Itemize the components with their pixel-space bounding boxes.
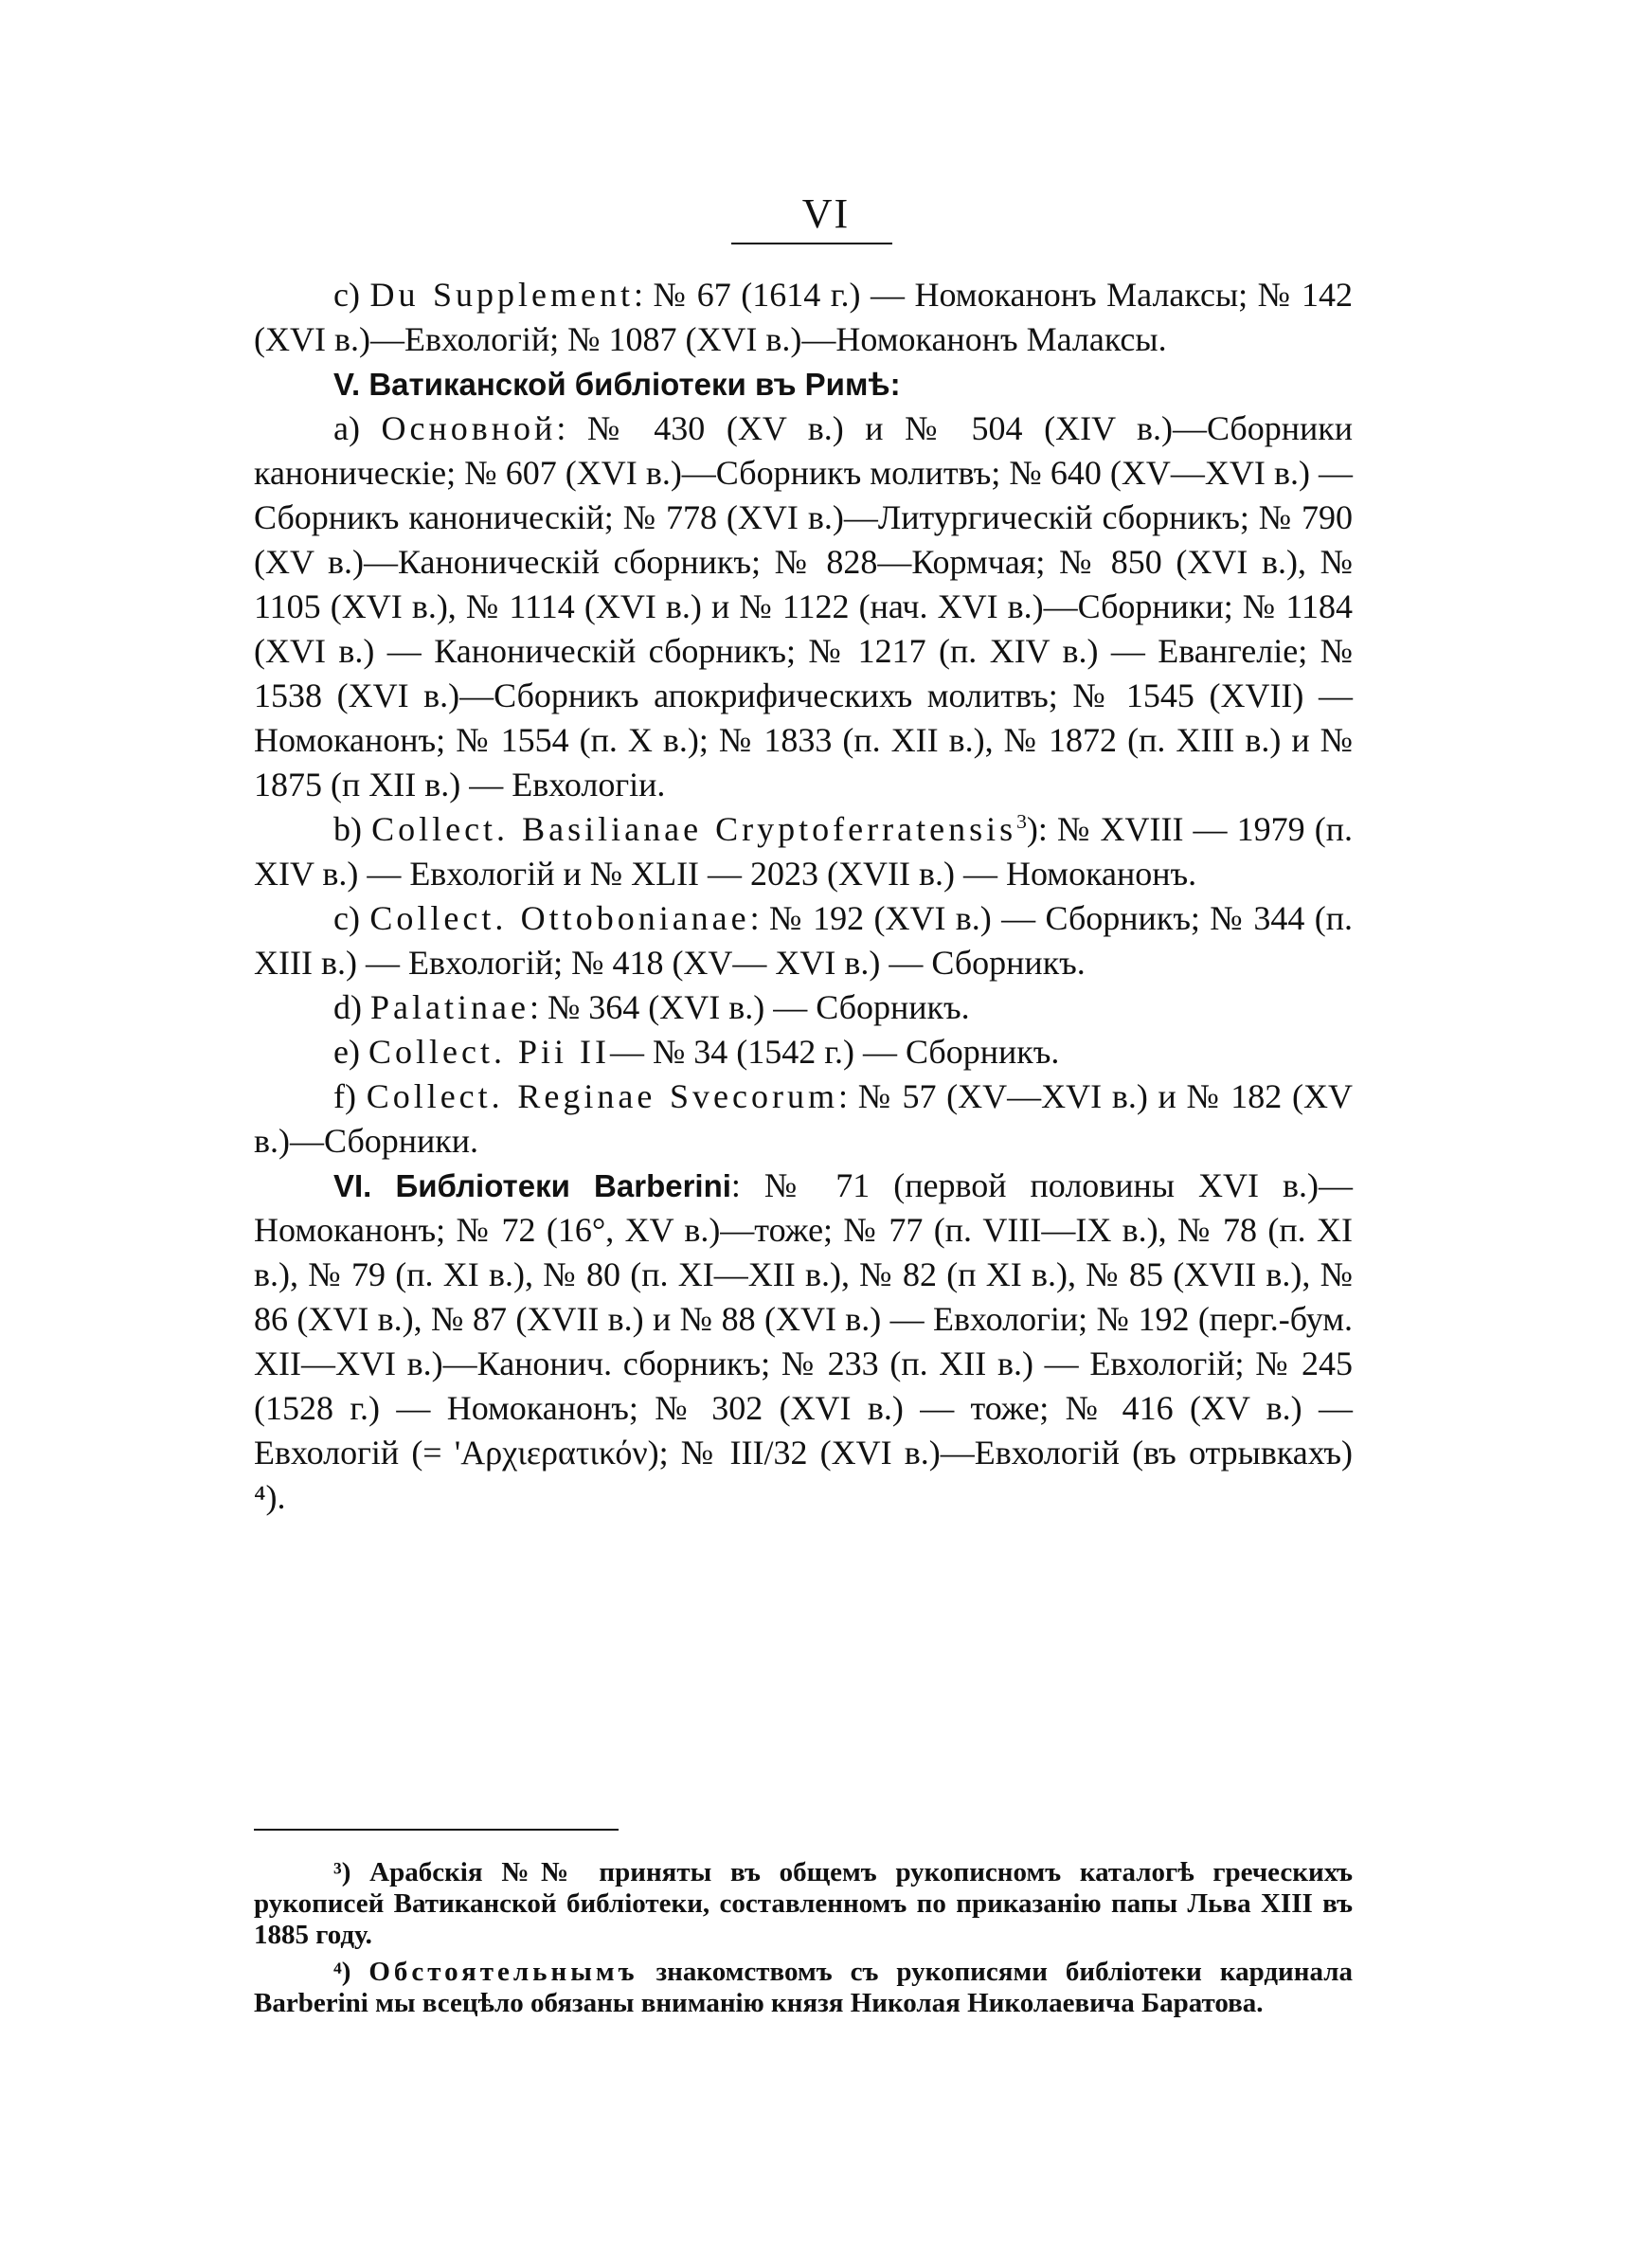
- footnote-mark: ⁴): [333, 1957, 351, 1987]
- paragraph-prefix: c): [333, 276, 370, 314]
- footnote-divider: [254, 1829, 619, 1831]
- main-text: [254, 273, 1353, 1520]
- footnote-spaced-word: Обстоятельнымъ: [368, 1957, 638, 1987]
- section-heading-vatican: [254, 362, 1353, 406]
- paragraph-text: : № 67 (1614 г.) — Номоканонъ Малаксы; № 142 (XVI в.)—Евхологій; № 1087 (XVI в.)—Номоканонъ Малаксы.: [254, 276, 1353, 358]
- footnote-mark: ³): [333, 1857, 351, 1887]
- paragraph-osnovnoi: [254, 406, 1353, 807]
- paragraph-barberini: [254, 1164, 1353, 1520]
- paragraph-text: ): № XVIII — 1979 (п. XIV в.) — Евхологій и № XLII — 2023 (XVII в.) — Номоканонъ.: [254, 810, 1353, 893]
- paragraph-text: : № 57 (XV—XVI в.) и № 182 (XV в.)—Сборники.: [254, 1077, 1353, 1160]
- footnote-text: Арабскія №№ приняты въ общемъ рукописномъ каталогѣ греческихъ рукописей Ватиканской библіотеки, составленномъ по приказанію папы Льва XIII въ 1885 году.: [254, 1857, 1354, 1950]
- page-number-divider: [731, 243, 892, 244]
- collection-name: Du Supplement: [369, 276, 634, 314]
- paragraph-pii-ii: [254, 1030, 1353, 1074]
- paragraph-prefix: e): [333, 1033, 368, 1071]
- collection-name: Collect. Ottobonianae: [369, 899, 750, 937]
- collection-name: Основной: [381, 409, 557, 447]
- footnote-reference: 3: [1016, 810, 1027, 833]
- page-number: VI: [801, 190, 851, 237]
- paragraph-basilianae: [254, 807, 1353, 896]
- paragraph-text: : № 364 (XVI в.) — Сборникъ.: [529, 988, 970, 1026]
- collection-name: Collect. Basilianae Cryptoferratensis: [371, 810, 1017, 848]
- paragraph-text: — № 34 (1542 г.) — Сборникъ.: [609, 1033, 1060, 1071]
- paragraph-prefix: d): [333, 988, 370, 1026]
- section-heading: V. Ватиканской библіотеки въ Римѣ:: [333, 367, 901, 402]
- paragraph-text: : № 192 (XVI в.) — Сборникъ; № 344 (п. XIII в.) — Евхологій; № 418 (XV— XVI в.) — Сборникъ.: [254, 899, 1354, 982]
- paragraph-prefix: a): [333, 409, 382, 447]
- footnotes: [254, 1857, 1353, 2025]
- section-heading: VI. Библіотеки Barberini: [333, 1168, 731, 1203]
- paragraph-du-supplement: [254, 273, 1353, 362]
- paragraph-prefix: b): [333, 810, 372, 848]
- footnote-3: [254, 1857, 1353, 1951]
- footnote-text: знакомствомъ съ рукописями библіотеки кардинала Barberini мы всецѣло обязаны вниманію князя Николая Николаевича Баратова.: [254, 1957, 1353, 2018]
- paragraph-ottobonianae: [254, 896, 1353, 985]
- paragraph-prefix: f): [333, 1077, 367, 1115]
- paragraph-palatinae: [254, 985, 1353, 1030]
- paragraph-text: : № 430 (XV в.) и № 504 (XIV в.)—Сборники каноническіе; № 607 (XVI в.)—Сборникъ молитвъ; № 640 (XV—XVI в.) — Сборникъ каноническій; № 778 (XVI в.)—Литургическій сборникъ; № 790 (XV в.)—Каноническій сборникъ; № 828—Кормчая; № 850 (XVI в.), № 1105 (XVI в.), № 1114 (XVI в.) и № 1122 (нач. XVI в.)—Сборники; № 1184 (XVI в.) — Каноническій сборникъ; № 1217 (п. XIV в.) — Евангеліе; № 1538 (XVI в.)—Сборникъ апокрифическихъ молитвъ; № 1545 (XVII) — Номоканонъ; № 1554 (п. X в.); № 1833 (п. XII в.), № 1872 (п. XIII в.) и № 1875 (п XII в.) — Евхологіи.: [254, 409, 1354, 803]
- collection-name: Collect. Pii II: [368, 1033, 610, 1071]
- paragraph-reginae-svecorum: [254, 1074, 1353, 1164]
- collection-name: Palatinae: [370, 988, 530, 1026]
- paragraph-text: : № 71 (первой половины XVI в.)—Номоканонъ; № 72 (16°, XV в.)—тоже; № 77 (п. VIII—IX в.), № 78 (п. XI в.), № 79 (п. XI в.), № 80 (п. XI—XII в.), № 82 (п XI в.), № 85 (XVII в.), № 86 (XVI в.), № 87 (XVII в.) и № 88 (XVI в.) — Евхологіи; № 192 (перг.-бум. XII—XVI в.)—Канонич. сборникъ; № 233 (п. XII в.) — Евхологій; № 245 (1528 г.) — Номоканонъ; № 302 (XVI в.) — тоже; № 416 (XV в.) — Евхологій (= 'Αρχιερατικόν); № III/32 (XVI в.)—Евхологій (въ отрывкахъ) ⁴).: [254, 1166, 1353, 1516]
- collection-name: Collect. Reginae Svecorum: [366, 1077, 838, 1115]
- paragraph-prefix: c): [333, 899, 370, 937]
- footnote-4: [254, 1957, 1353, 2019]
